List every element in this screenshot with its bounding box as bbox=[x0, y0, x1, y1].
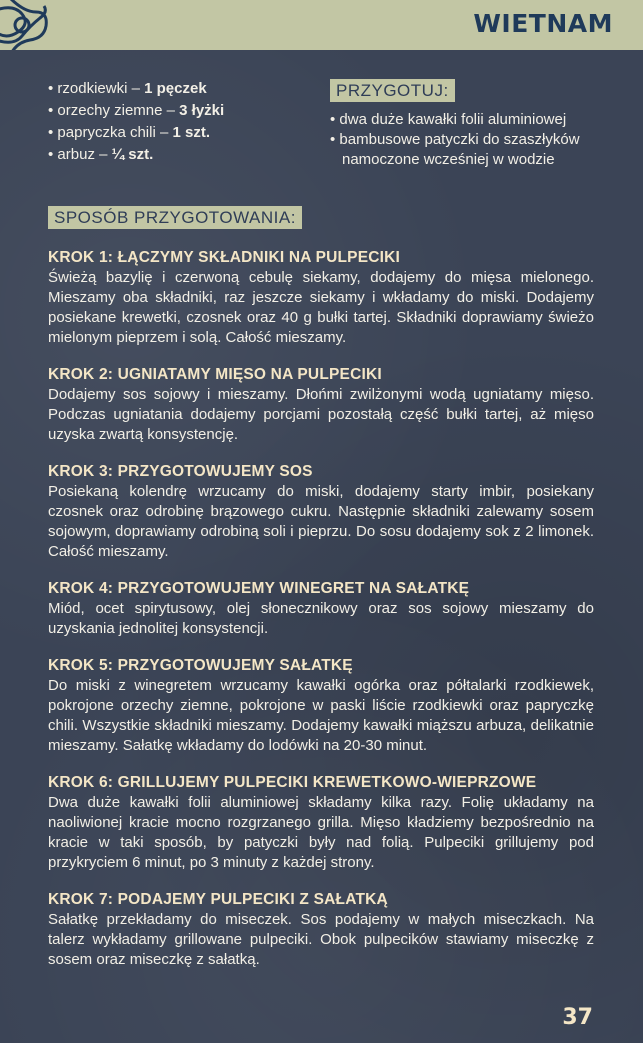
prepare-item: • dwa duże kawałki folii aluminiowej bbox=[330, 110, 600, 130]
prepare-item: • bambusowe patyczki do szaszłyków namoczone wcześniej w wodzie bbox=[330, 130, 600, 170]
step-6 bbox=[48, 772, 594, 873]
ingredient-name: rzodkiewki – bbox=[57, 80, 145, 97]
page-number: 37 bbox=[562, 1005, 593, 1030]
step-title: KROK 7: PODAJEMY PULPECIKI Z SAŁATKĄ bbox=[48, 891, 388, 908]
step-title: KROK 5: PRZYGOTOWUJEMY SAŁATKĘ bbox=[48, 657, 353, 674]
step-text: Miód, ocet spirytusowy, olej słonecznikowy oraz sos sojowy mieszamy do uzyskania jednolitej konsystencji. bbox=[48, 600, 594, 637]
ingredient-item bbox=[48, 78, 224, 100]
method-label: SPOSÓB PRZYGOTOWANIA: bbox=[48, 206, 302, 229]
step-text: Do miski z winegretem wrzucamy kawałki ogórka oraz półtalarki rzodkiewek, pokrojone orzechy ziemne, pokrojone w paski liście rzodkiewki oraz papryczkę chili. Wszystkie składniki mieszamy. Dodajemy kawałki miąższu arbuza, delikatnie mieszamy. Sałatkę wkładamy do lodówki na 20-30 minut. bbox=[48, 677, 594, 754]
ingredient-amount: ¼ szt. bbox=[111, 146, 154, 163]
step-text: Sałatkę przekładamy do miseczek. Sos podajemy w małych miseczkach. Na talerz wykładamy grillowane pulpeciki. Obok pulpecików stawiamy miseczkę z sosem oraz miseczkę z sałatką. bbox=[48, 911, 594, 968]
ingredient-name: orzechy ziemne – bbox=[57, 102, 180, 119]
step-title: KROK 6: GRILLUJEMY PULPECIKI KREWETKOWO-WIEPRZOWE bbox=[48, 774, 537, 791]
step-text: Posiekaną kolendrę wrzucamy do miski, dodajemy starty imbir, posiekany czosnek oraz odrobinę brązowego cukru. Następnie składniki zalewamy sosem sojowym, doprawiamy odrobiną soli i pieprzu. Do sosu dodajemy sok z 2 limonek. Całość mieszamy. bbox=[48, 483, 594, 560]
step-text: Dwa duże kawałki folii aluminiowej składamy kilka razy. Folię układamy na naoliwionej kracie mocno rozgrzanego grilla. Mięso kładziemy bezpośrednio na kracie w taki sposób, by patyczki były nad folią. Pulpeciki grillujemy pod przykryciem 6 minut, po 3 minuty z każdej strony. bbox=[48, 794, 594, 871]
step-title: KROK 2: UGNIATAMY MIĘSO NA PULPECIKI bbox=[48, 366, 382, 383]
ingredient-amount: 3 łyżki bbox=[179, 102, 225, 119]
step-title: KROK 3: PRZYGOTOWUJEMY SOS bbox=[48, 463, 313, 480]
ingredient-list bbox=[48, 78, 224, 166]
ingredient-item bbox=[48, 100, 224, 122]
header-bar bbox=[0, 0, 643, 50]
step-3 bbox=[48, 461, 594, 562]
step-title: KROK 4: PRZYGOTOWUJEMY WINEGRET NA SAŁATKĘ bbox=[48, 580, 470, 597]
step-7 bbox=[48, 889, 594, 970]
ingredient-name: papryczka chili – bbox=[57, 124, 173, 141]
ingredient-item bbox=[48, 144, 224, 166]
step-title: KROK 1: ŁĄCZYMY SKŁADNIKI NA PULPECIKI bbox=[48, 249, 401, 266]
step-4 bbox=[48, 578, 594, 639]
step-5 bbox=[48, 655, 594, 756]
ingredient-amount: 1 pęczek bbox=[144, 80, 207, 97]
prepare-list bbox=[330, 110, 600, 170]
step-text: Świeżą bazylię i czerwoną cebulę siekamy, dodajemy do mięsa mielonego. Mieszamy oba składniki, raz jeszcze siekamy i wkładamy do miski. Dodajemy posiekane krewetki, czosnek oraz 40 g bułki tartej. Składniki doprawiamy świeżo mielonym pieprzem i solą. Całość mieszamy. bbox=[48, 269, 594, 346]
celtic-knot-icon bbox=[0, 0, 52, 50]
page-title: WIETNAM bbox=[473, 9, 613, 38]
step-2 bbox=[48, 364, 594, 445]
step-text: Dodajemy sos sojowy i mieszamy. Dłońmi zwilżonymi wodą ugniatamy mięso. Podczas ugniatania dodajemy porcjami pozostałą część bułki tartej, aż mięso uzyska zwartą konsystencję. bbox=[48, 386, 594, 443]
ingredient-name: arbuz – bbox=[57, 146, 112, 163]
prepare-label: PRZYGOTUJ: bbox=[330, 79, 455, 102]
ingredient-item bbox=[48, 122, 224, 144]
ingredient-amount: 1 szt. bbox=[172, 124, 210, 141]
step-1 bbox=[48, 247, 594, 348]
steps-section bbox=[48, 247, 594, 986]
